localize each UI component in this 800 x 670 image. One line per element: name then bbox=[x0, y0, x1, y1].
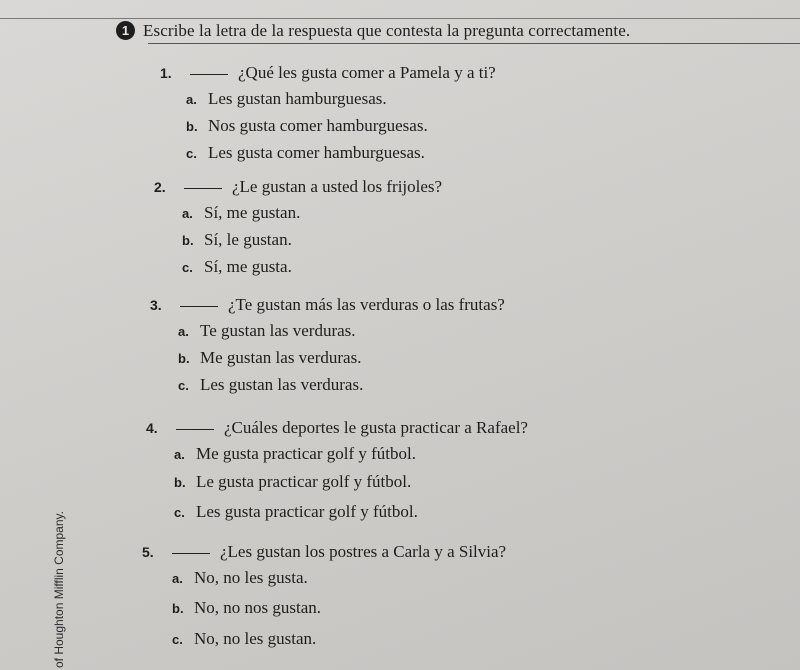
option-letter: c. bbox=[182, 260, 193, 275]
publisher-credit: of Houghton Mifflin Company. bbox=[52, 511, 66, 668]
question-5 bbox=[142, 542, 506, 656]
option-letter: b. bbox=[174, 475, 186, 490]
option-letter: b. bbox=[172, 601, 184, 616]
question-number: 1. bbox=[160, 65, 172, 81]
option-letter: a. bbox=[178, 324, 189, 339]
question-number: 2. bbox=[154, 179, 166, 195]
option-b bbox=[182, 230, 442, 257]
option-text: No, no les gusta. bbox=[194, 568, 308, 587]
answer-blank[interactable] bbox=[184, 188, 222, 189]
option-letter: a. bbox=[182, 206, 193, 221]
question-line bbox=[142, 542, 506, 568]
option-text: Les gusta comer hamburguesas. bbox=[208, 143, 425, 162]
question-line bbox=[150, 295, 505, 321]
option-text: Te gustan las verduras. bbox=[200, 321, 356, 340]
option-c bbox=[182, 257, 442, 284]
option-c bbox=[172, 629, 506, 656]
option-letter: a. bbox=[172, 571, 183, 586]
question-number: 4. bbox=[146, 420, 158, 436]
question-line bbox=[146, 418, 528, 444]
option-a bbox=[172, 568, 506, 598]
option-text: Les gustan las verduras. bbox=[200, 375, 364, 394]
option-text: Sí, le gustan. bbox=[204, 230, 292, 249]
option-text: Les gusta practicar golf y fútbol. bbox=[196, 502, 418, 521]
option-text: Le gusta practicar golf y fútbol. bbox=[196, 472, 412, 491]
option-text: Me gusta practicar golf y fútbol. bbox=[196, 444, 416, 463]
question-4 bbox=[146, 418, 528, 529]
option-letter: b. bbox=[178, 351, 190, 366]
question-line bbox=[160, 63, 496, 89]
question-3 bbox=[150, 295, 505, 402]
option-letter: c. bbox=[186, 146, 197, 161]
option-text: No, no nos gustan. bbox=[194, 598, 322, 617]
answer-blank[interactable] bbox=[190, 74, 228, 75]
instruction bbox=[116, 21, 630, 41]
answer-blank[interactable] bbox=[180, 306, 218, 307]
option-c bbox=[178, 375, 505, 402]
option-b bbox=[178, 348, 505, 375]
option-a bbox=[178, 321, 505, 348]
option-letter: c. bbox=[172, 632, 183, 647]
option-c bbox=[186, 143, 496, 170]
option-letter: c. bbox=[174, 505, 185, 520]
question-prompt: ¿Qué les gusta comer a Pamela y a ti? bbox=[238, 63, 496, 82]
option-a bbox=[174, 444, 528, 472]
instruction-rule bbox=[148, 43, 800, 44]
question-2 bbox=[154, 177, 442, 284]
option-letter: c. bbox=[178, 378, 189, 393]
option-text: No, no les gustan. bbox=[194, 629, 317, 648]
option-text: Sí, me gusta. bbox=[204, 257, 292, 276]
option-text: Les gustan hamburguesas. bbox=[208, 89, 387, 108]
option-letter: b. bbox=[182, 233, 194, 248]
question-line bbox=[154, 177, 442, 203]
question-number: 5. bbox=[142, 544, 154, 560]
exercise-number-badge: 1 bbox=[116, 21, 135, 40]
question-number: 3. bbox=[150, 297, 162, 313]
answer-blank[interactable] bbox=[172, 553, 210, 554]
instruction-text: Escribe la letra de la respuesta que contesta la pregunta correctamente. bbox=[143, 21, 631, 40]
question-prompt: ¿Les gustan los postres a Carla y a Silvia? bbox=[220, 542, 507, 561]
page-top-rule bbox=[0, 18, 800, 19]
question-prompt: ¿Te gustan más las verduras o las frutas? bbox=[228, 295, 505, 314]
option-letter: a. bbox=[174, 447, 185, 462]
option-c bbox=[174, 502, 528, 529]
option-b bbox=[174, 472, 528, 502]
option-b bbox=[186, 116, 496, 143]
option-a bbox=[186, 89, 496, 116]
option-letter: b. bbox=[186, 119, 198, 134]
option-text: Sí, me gustan. bbox=[204, 203, 301, 222]
question-1 bbox=[160, 63, 496, 170]
question-prompt: ¿Le gustan a usted los frijoles? bbox=[232, 177, 443, 196]
option-text: Me gustan las verduras. bbox=[200, 348, 362, 367]
option-b bbox=[172, 598, 506, 629]
option-text: Nos gusta comer hamburguesas. bbox=[208, 116, 428, 135]
option-a bbox=[182, 203, 442, 230]
answer-blank[interactable] bbox=[176, 429, 214, 430]
option-letter: a. bbox=[186, 92, 197, 107]
question-prompt: ¿Cuáles deportes le gusta practicar a Rafael? bbox=[224, 418, 528, 437]
